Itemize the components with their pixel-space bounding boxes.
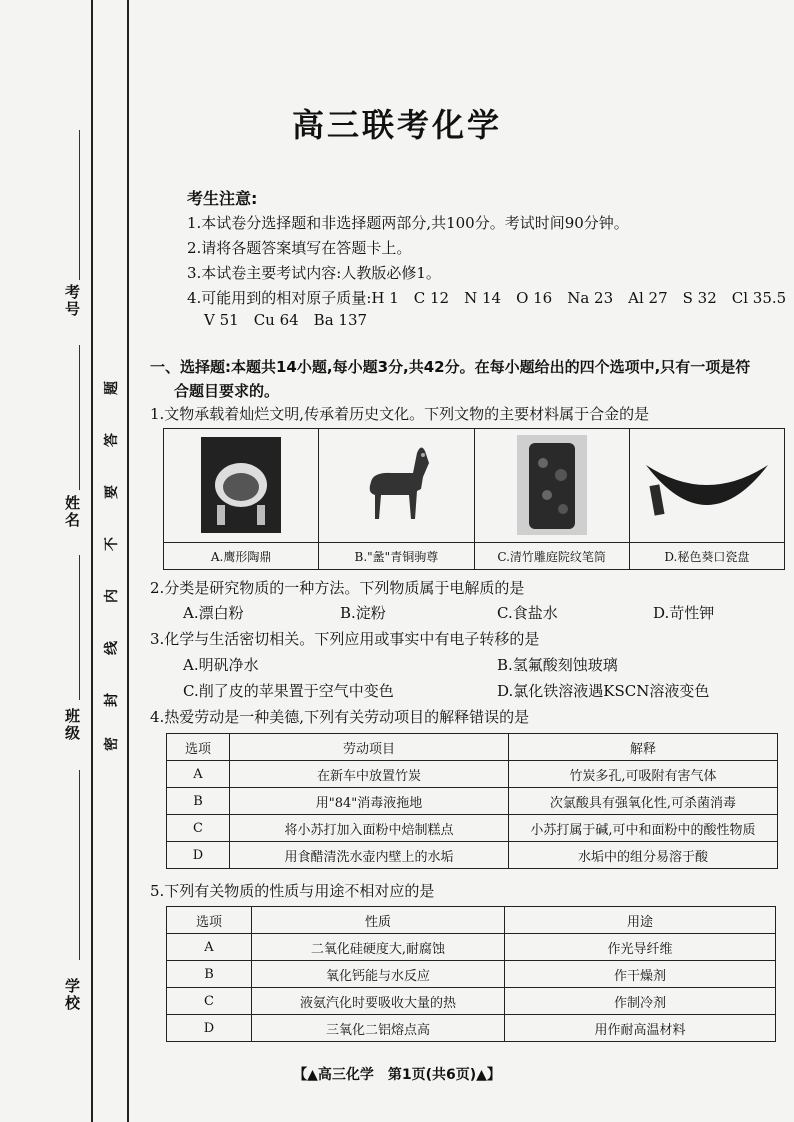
seal-char: 内 <box>104 589 120 603</box>
name-label: 姓名 <box>63 495 81 529</box>
table-header-cell: 选项 <box>167 907 252 934</box>
table-header-cell: 解释 <box>509 734 778 761</box>
table-cell: D <box>167 1015 252 1042</box>
school-label: 学校 <box>63 978 81 1012</box>
q2-option-c: C.食盐水 <box>497 604 558 622</box>
page-title: 高三联考化学 <box>291 106 502 144</box>
q3-option-a: A.明矾净水 <box>183 656 259 674</box>
q3-option-c: C.削了皮的苹果置于空气中变色 <box>183 682 394 700</box>
table-cell: B <box>167 788 230 815</box>
q1-option-d-label: D.秘色葵口瓷盘 <box>630 542 784 569</box>
table-header-row <box>167 907 776 934</box>
section-heading: 一、选择题:本题共14小题,每小题3分,共42分。在每小题给出的四个选项中,只有一项是符 <box>150 358 751 376</box>
binding-line-right <box>127 0 129 1122</box>
notice-item: V 51 Cu 64 Ba 137 <box>204 311 368 329</box>
q2-option-b: B.淀粉 <box>340 604 386 622</box>
table-row <box>167 1015 776 1042</box>
q1-option-b-label: B."盠"青铜驹尊 <box>319 542 473 569</box>
table-cell: A <box>167 761 230 788</box>
table-cell: 竹炭多孔,可吸附有害气体 <box>509 761 778 788</box>
seal-char: 题 <box>104 381 120 395</box>
celadon-plate-image <box>630 433 784 537</box>
table-cell: C <box>167 815 230 842</box>
section-heading-cont: 合题目要求的。 <box>174 382 280 400</box>
table-cell: 用"84"消毒液拖地 <box>230 788 509 815</box>
name-blank <box>79 345 80 490</box>
question-3-stem: 3.化学与生活密切相关。下列应用或事实中有电子转移的是 <box>150 630 540 648</box>
notice-item: 4.可能用到的相对原子质量:H 1 C 12 N 14 O 16 Na 23 Al 27 S 32 Cl 35.5 <box>187 289 787 307</box>
table-row <box>167 934 776 961</box>
table-cell: 氧化钙能与水反应 <box>252 961 505 988</box>
school-blank <box>79 770 80 960</box>
question-5-stem: 5.下列有关物质的性质与用途不相对应的是 <box>150 882 435 900</box>
page-footer: 【▲高三化学 第1页(共6页)▲】 <box>293 1067 501 1083</box>
q4-table <box>166 733 778 869</box>
q3-option-b: B.氢氟酸刻蚀玻璃 <box>497 656 618 674</box>
table-header-cell: 劳动项目 <box>230 734 509 761</box>
seal-char: 线 <box>104 641 120 655</box>
table-cell: 将小苏打加入面粉中焙制糕点 <box>230 815 509 842</box>
q1-option-c-label: C.清竹雕庭院纹笔筒 <box>475 542 629 569</box>
class-label: 班级 <box>63 708 81 742</box>
table-header-cell: 选项 <box>167 734 230 761</box>
exam-no-blank <box>79 130 80 280</box>
q1-option-b <box>319 429 474 569</box>
seal-char: 不 <box>104 537 120 551</box>
table-cell: 二氧化硅硬度大,耐腐蚀 <box>252 934 505 961</box>
bamboo-brush-pot-image <box>475 433 629 537</box>
table-row <box>167 761 778 788</box>
seal-char: 答 <box>104 433 120 447</box>
table-cell: D <box>167 842 230 869</box>
q1-image-table <box>163 428 785 570</box>
q1-option-c <box>475 429 630 569</box>
table-header-cell: 性质 <box>252 907 505 934</box>
eagle-tripod-image <box>164 433 318 537</box>
table-cell: 次氯酸具有强氧化性,可杀菌消毒 <box>509 788 778 815</box>
table-cell: 作制冷剂 <box>505 988 776 1015</box>
table-row <box>167 815 778 842</box>
q2-option-a: A.漂白粉 <box>183 604 244 622</box>
table-cell: 作干燥剂 <box>505 961 776 988</box>
table-cell: 三氧化二铝熔点高 <box>252 1015 505 1042</box>
table-cell: 液氨汽化时要吸收大量的热 <box>252 988 505 1015</box>
question-4-stem: 4.热爱劳动是一种美德,下列有关劳动项目的解释错误的是 <box>150 708 530 726</box>
q1-option-d <box>630 429 784 569</box>
class-blank <box>79 555 80 700</box>
table-cell: 水垢中的组分易溶于酸 <box>509 842 778 869</box>
q3-option-d: D.氯化铁溶液遇KSCN溶液变色 <box>497 682 710 700</box>
table-cell: C <box>167 988 252 1015</box>
table-row <box>167 842 778 869</box>
table-cell: A <box>167 934 252 961</box>
table-cell: 作光导纤维 <box>505 934 776 961</box>
q1-option-a-label: A.鹰形陶鼎 <box>164 542 318 569</box>
bronze-colt-image <box>319 433 473 537</box>
table-cell: 小苏打属于碱,可中和面粉中的酸性物质 <box>509 815 778 842</box>
table-cell: B <box>167 961 252 988</box>
seal-char: 要 <box>104 485 120 499</box>
table-row <box>167 961 776 988</box>
seal-char: 密 <box>104 737 120 751</box>
question-2-stem: 2.分类是研究物质的一种方法。下列物质属于电解质的是 <box>150 579 525 597</box>
seal-char: 封 <box>104 693 120 707</box>
table-header-cell: 用途 <box>505 907 776 934</box>
q2-option-d: D.苛性钾 <box>653 604 715 622</box>
table-cell: 在新车中放置竹炭 <box>230 761 509 788</box>
table-row <box>167 988 776 1015</box>
q5-table <box>166 906 776 1042</box>
notice-item: 1.本试卷分选择题和非选择题两部分,共100分。考试时间90分钟。 <box>187 214 629 232</box>
question-1-stem: 1.文物承载着灿烂文明,传承着历史文化。下列文物的主要材料属于合金的是 <box>150 405 650 423</box>
q1-option-a <box>164 429 319 569</box>
table-cell: 用作耐高温材料 <box>505 1015 776 1042</box>
exam-no-label: 考号 <box>63 284 81 318</box>
table-cell: 用食醋清洗水壶内壁上的水垢 <box>230 842 509 869</box>
notice-heading: 考生注意: <box>187 189 258 208</box>
table-header-row <box>167 734 778 761</box>
binding-line-left <box>91 0 93 1122</box>
table-row <box>167 788 778 815</box>
notice-item: 3.本试卷主要考试内容:人教版必修1。 <box>187 264 441 282</box>
notice-item: 2.请将各题答案填写在答题卡上。 <box>187 239 412 257</box>
